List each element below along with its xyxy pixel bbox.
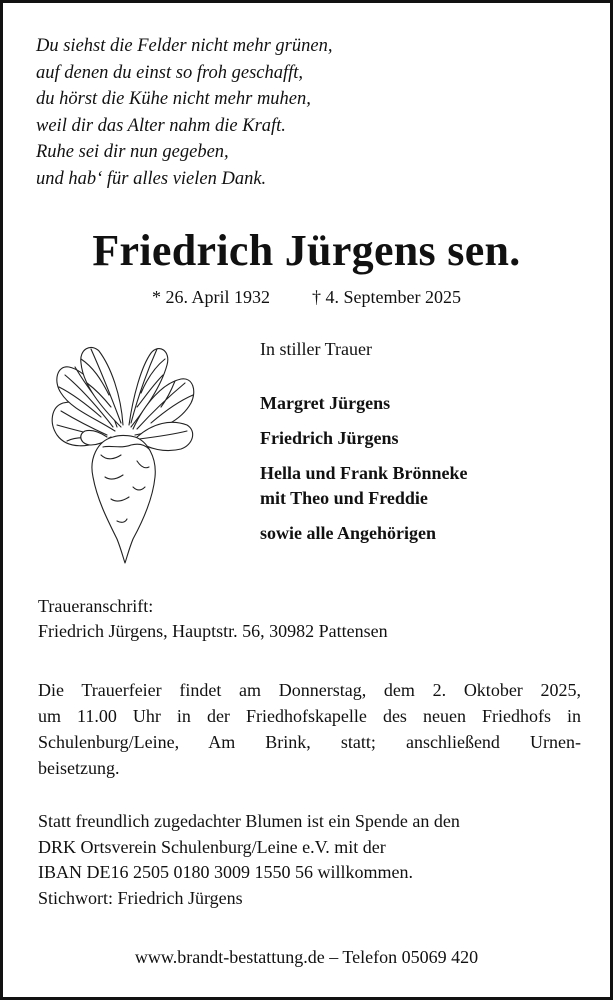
donation-line: Statt freundlich zugedachter Blumen ist ein Spende an den — [38, 811, 460, 831]
donation-line: Stichwort: Friedrich Jürgens — [38, 887, 243, 908]
poem-line: weil dir das Alter nahm die Kraft. — [36, 115, 286, 136]
poem-line: du hörst die Kühe nicht mehr muhen, — [36, 89, 311, 109]
deceased-name: Friedrich Jürgens sen. — [92, 226, 521, 275]
ceremony-line: Schulenburg/Leine, Am Brink, statt; anschließend Urnen- — [38, 732, 581, 752]
mourner-name: Friedrich Jürgens — [260, 428, 399, 448]
mourning-address — [38, 594, 388, 644]
poem-line: auf denen du einst so froh geschafft, — [36, 62, 304, 83]
address-label: Traueranschrift: — [38, 596, 154, 616]
mourner-name: Hella und Frank Brönneke — [260, 463, 468, 483]
address-line: Friedrich Jürgens, Hauptstr. 56, 30982 Pattensen — [38, 621, 388, 641]
mourner-name: sowie alle Angehörigen — [260, 523, 436, 543]
mourner-name: mit Theo und Freddie — [260, 488, 428, 508]
poem-line: Du siehst die Felder nicht mehr grünen, — [36, 36, 333, 56]
ceremony-line: Die Trauerfeier findet am Donnerstag, dem 2. Oktober 2025, — [38, 680, 581, 700]
poem — [36, 33, 332, 192]
mourners-list — [260, 391, 468, 546]
ceremony-line: beisetzung. — [38, 758, 120, 778]
donation-paragraph — [38, 809, 460, 911]
poem-line: Ruhe sei dir nun gegeben, — [36, 142, 229, 162]
mourning-intro: In stiller Trauer — [260, 339, 372, 359]
life-dates — [3, 287, 610, 308]
ceremony-line: um 11.00 Uhr in der Friedhofskapelle des neuen Friedhofs in — [38, 706, 581, 726]
mourner-name: Margret Jürgens — [260, 393, 391, 413]
donation-line: IBAN DE16 2505 0180 3009 1550 56 willkommen. — [38, 862, 413, 882]
ceremony-paragraph — [38, 677, 581, 781]
sugar-beet-icon — [41, 337, 201, 567]
poem-line: und hab‘ für alles vielen Dank. — [36, 168, 267, 189]
birth-date: * 26. April 1932 — [152, 287, 271, 307]
donation-line: DRK Ortsverein Schulenburg/Leine e.V. mit der — [38, 836, 386, 857]
death-date: † 4. September 2025 — [312, 287, 461, 307]
funeral-home-contact: www.brandt-bestattung.de – Telefon 05069 420 — [134, 947, 479, 967]
